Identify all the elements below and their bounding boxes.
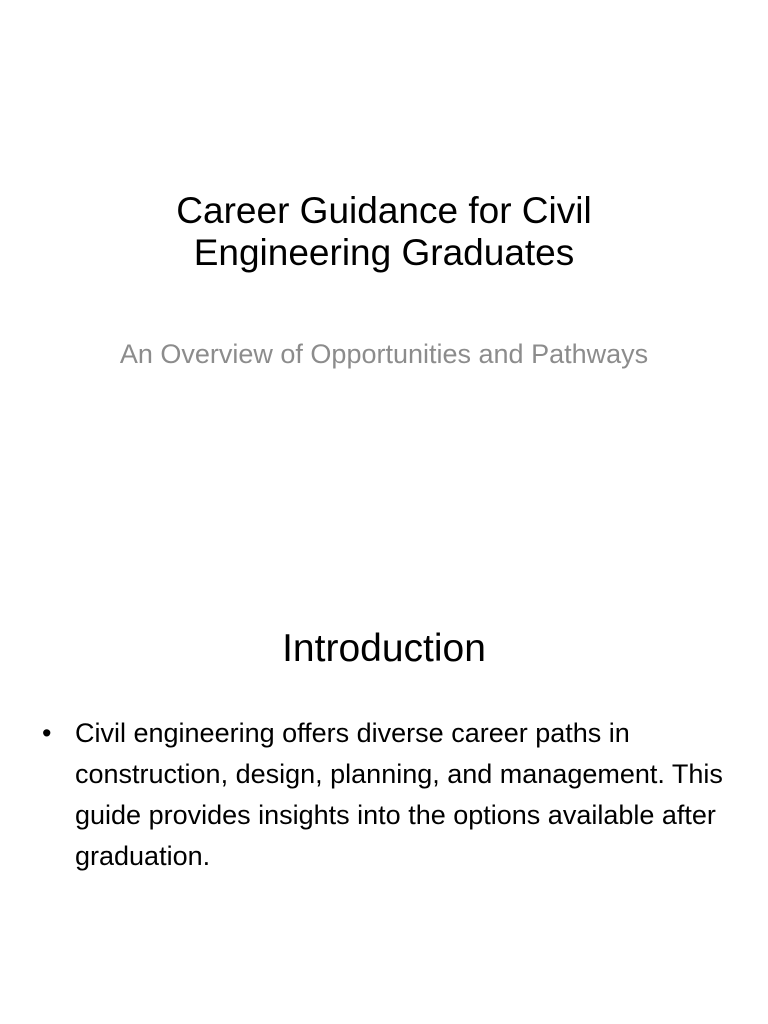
bullet-list <box>40 713 730 877</box>
bullet-item <box>40 713 730 877</box>
slide-title: Career Guidance for Civil Engineering Graduates <box>176 190 592 273</box>
introduction-slide <box>0 576 768 1024</box>
bullet-text: Civil engineering offers diverse career paths in construction, design, planning, and management. This guide provides insights into the options available after graduation. <box>75 718 723 871</box>
slide-heading: Introduction <box>282 627 486 670</box>
bullet-icon: • <box>42 718 52 748</box>
slide-subtitle: An Overview of Opportunities and Pathways <box>119 339 649 369</box>
